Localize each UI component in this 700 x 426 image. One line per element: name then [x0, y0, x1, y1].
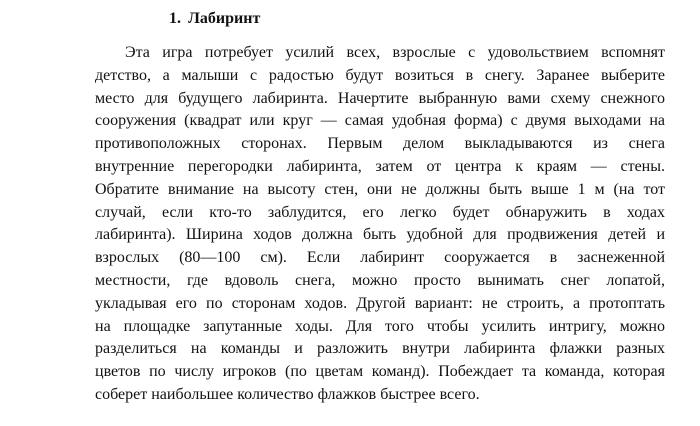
- paragraph-line: цветов по числу игроков (по цветам команд). Побеждает та команда, которая: [95, 363, 665, 381]
- heading-title: Лабиринт: [188, 10, 261, 27]
- paragraph-line: укладывая его по сторонам ходов. Другой вариант: не строить, а протоптать: [95, 294, 665, 312]
- paragraph-line: лабиринта). Ширина ходов должна быть удобной для продвижения детей и: [95, 226, 665, 244]
- paragraph-line: противоположных сторонах. Первым делом выкладываются из снега: [95, 135, 665, 153]
- paragraph-line: внутренние перегородки лабиринта, затем от центра к краям — стены.: [95, 157, 665, 175]
- paragraph-line: соберет наибольшее количество флажков быстрее всего.: [95, 385, 480, 403]
- paragraph-line: случай, если кто-то заблудится, его легко будет обнаружить в ходах: [95, 203, 665, 221]
- paragraph-line: сооружения (квадрат или круг — самая удобная форма) с двумя выходами на: [95, 112, 665, 130]
- paragraph-line: разделиться на команды и разложить внутри лабиринта флажки разных: [95, 340, 665, 358]
- paragraph-line: на площадке запутанные ходы. Для того чтобы усилить интригу, можно: [95, 317, 665, 335]
- paragraph-line: местности, где вдоволь снега, можно просто вынимать снег лопатой,: [95, 271, 665, 289]
- paragraph-line: место для будущего лабиринта. Начертите выбранную вами схему снежного: [95, 89, 665, 107]
- paragraph-line: детство, а малыши с радостью будут возиться в снегу. Заранее выберите: [95, 66, 665, 84]
- section-heading: [169, 10, 260, 28]
- body-paragraph: [95, 42, 665, 407]
- heading-number: 1.: [169, 10, 181, 27]
- paragraph-line: Обратите внимание на высоту стен, они не должны быть выше 1 м (на тот: [95, 180, 665, 198]
- paragraph-line: Эта игра потребует усилий всех, взрослые с удовольствием вспомнят: [125, 44, 665, 61]
- paragraph-line: взрослых (80—100 см). Если лабиринт сооружается в заснеженной: [95, 249, 665, 267]
